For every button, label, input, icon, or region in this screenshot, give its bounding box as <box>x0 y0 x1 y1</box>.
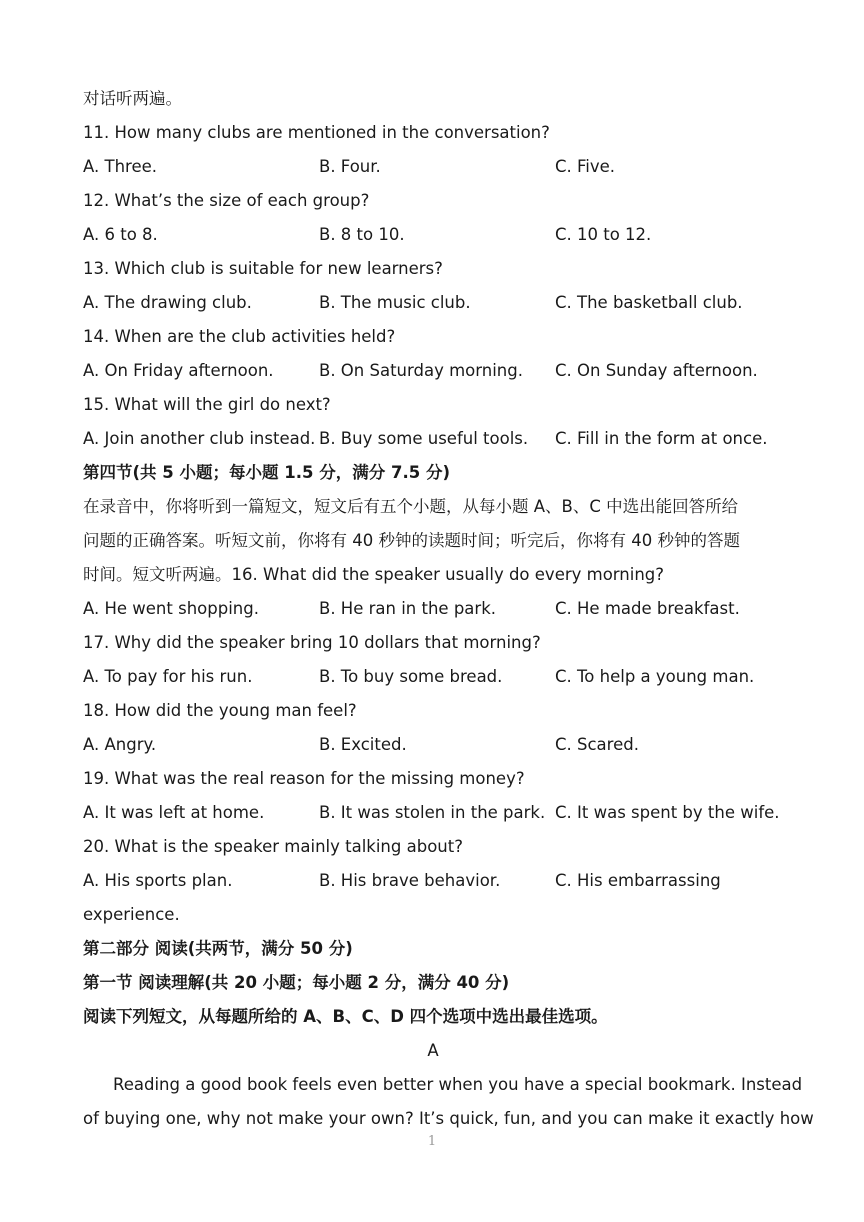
part-2-section-1-title: 第一节 阅读理解(共 20 小题；每小题 2 分，满分 40 分) <box>83 973 510 992</box>
option-b: B. The music club. <box>319 293 471 312</box>
section-4-instructions-line-2: 问题的正确答案。听短文前，你将有 40 秒钟的读题时间；听完后，你将有 40 秒钟的答题 <box>83 531 740 550</box>
option-a: A. He went shopping. <box>83 599 259 618</box>
question-11-options <box>83 150 783 184</box>
option-b: B. To buy some bread. <box>319 667 503 686</box>
question-18-options <box>83 728 783 762</box>
question-19: 19. What was the real reason for the missing money? <box>83 769 525 788</box>
option-a: A. The drawing club. <box>83 293 252 312</box>
option-b: B. Excited. <box>319 735 407 754</box>
passage-line-2: of buying one, why not make your own? It’s quick, fun, and you can make it exactly how <box>83 1109 814 1128</box>
option-c: C. It was spent by the wife. <box>555 803 780 822</box>
question-19-options <box>83 796 783 830</box>
option-c: C. Five. <box>555 157 616 176</box>
intro-tail: 对话听两遍。 <box>83 89 182 108</box>
option-a: A. 6 to 8. <box>83 225 158 244</box>
section-4-title: 第四节(共 5 小题；每小题 1.5 分，满分 7.5 分) <box>83 463 450 482</box>
question-15-options <box>83 422 783 456</box>
passage-label: A <box>427 1041 439 1060</box>
option-c: C. To help a young man. <box>555 667 755 686</box>
question-18: 18. How did the young man feel? <box>83 701 357 720</box>
option-a: A. To pay for his run. <box>83 667 253 686</box>
option-c: C. His embarrassing <box>555 871 721 890</box>
option-a: A. Join another club instead. <box>83 429 316 448</box>
question-17: 17. Why did the speaker bring 10 dollars that morning? <box>83 633 541 652</box>
page-number: 1 <box>427 1134 437 1149</box>
option-a: A. On Friday afternoon. <box>83 361 274 380</box>
option-c: C. He made breakfast. <box>555 599 740 618</box>
option-b: B. His brave behavior. <box>319 871 501 890</box>
option-b: B. It was stolen in the park. <box>319 803 546 822</box>
question-16-options <box>83 592 783 626</box>
option-b: B. On Saturday morning. <box>319 361 523 380</box>
option-c: C. Fill in the form at once. <box>555 429 768 448</box>
question-13-options <box>83 286 783 320</box>
option-a: A. His sports plan. <box>83 871 233 890</box>
question-14: 14. When are the club activities held? <box>83 327 396 346</box>
question-17-options <box>83 660 783 694</box>
option-c: C. 10 to 12. <box>555 225 652 244</box>
question-13: 13. Which club is suitable for new learners? <box>83 259 443 278</box>
option-a: A. It was left at home. <box>83 803 265 822</box>
question-20-option-c-continued: experience. <box>83 905 180 924</box>
option-c: C. Scared. <box>555 735 639 754</box>
question-14-options <box>83 354 783 388</box>
question-12: 12. What’s the size of each group? <box>83 191 370 210</box>
option-b: B. Four. <box>319 157 381 176</box>
question-20-options <box>83 864 783 898</box>
section-4-instructions-line-3: 时间。短文听两遍。16. What did the speaker usually do every morning? <box>83 565 665 584</box>
option-a: A. Angry. <box>83 735 157 754</box>
option-a: A. Three. <box>83 157 157 176</box>
option-b: B. 8 to 10. <box>319 225 405 244</box>
question-12-options <box>83 218 783 252</box>
option-b: B. He ran in the park. <box>319 599 496 618</box>
passage-line-1: Reading a good book feels even better when you have a special bookmark. Instead <box>113 1075 803 1094</box>
question-20: 20. What is the speaker mainly talking about? <box>83 837 463 856</box>
question-11: 11. How many clubs are mentioned in the conversation? <box>83 123 550 142</box>
part-2-instructions: 阅读下列短文，从每题所给的 A、B、C、D 四个选项中选出最佳选项。 <box>83 1007 608 1026</box>
section-4-instructions-line-1: 在录音中，你将听到一篇短文，短文后有五个小题，从每小题 A、B、C 中选出能回答所给 <box>83 497 739 516</box>
question-15: 15. What will the girl do next? <box>83 395 331 414</box>
option-c: C. On Sunday afternoon. <box>555 361 758 380</box>
exam-page <box>83 82 814 1136</box>
part-2-title: 第二部分 阅读(共两节，满分 50 分) <box>83 939 353 958</box>
option-b: B. Buy some useful tools. <box>319 429 529 448</box>
option-c: C. The basketball club. <box>555 293 743 312</box>
